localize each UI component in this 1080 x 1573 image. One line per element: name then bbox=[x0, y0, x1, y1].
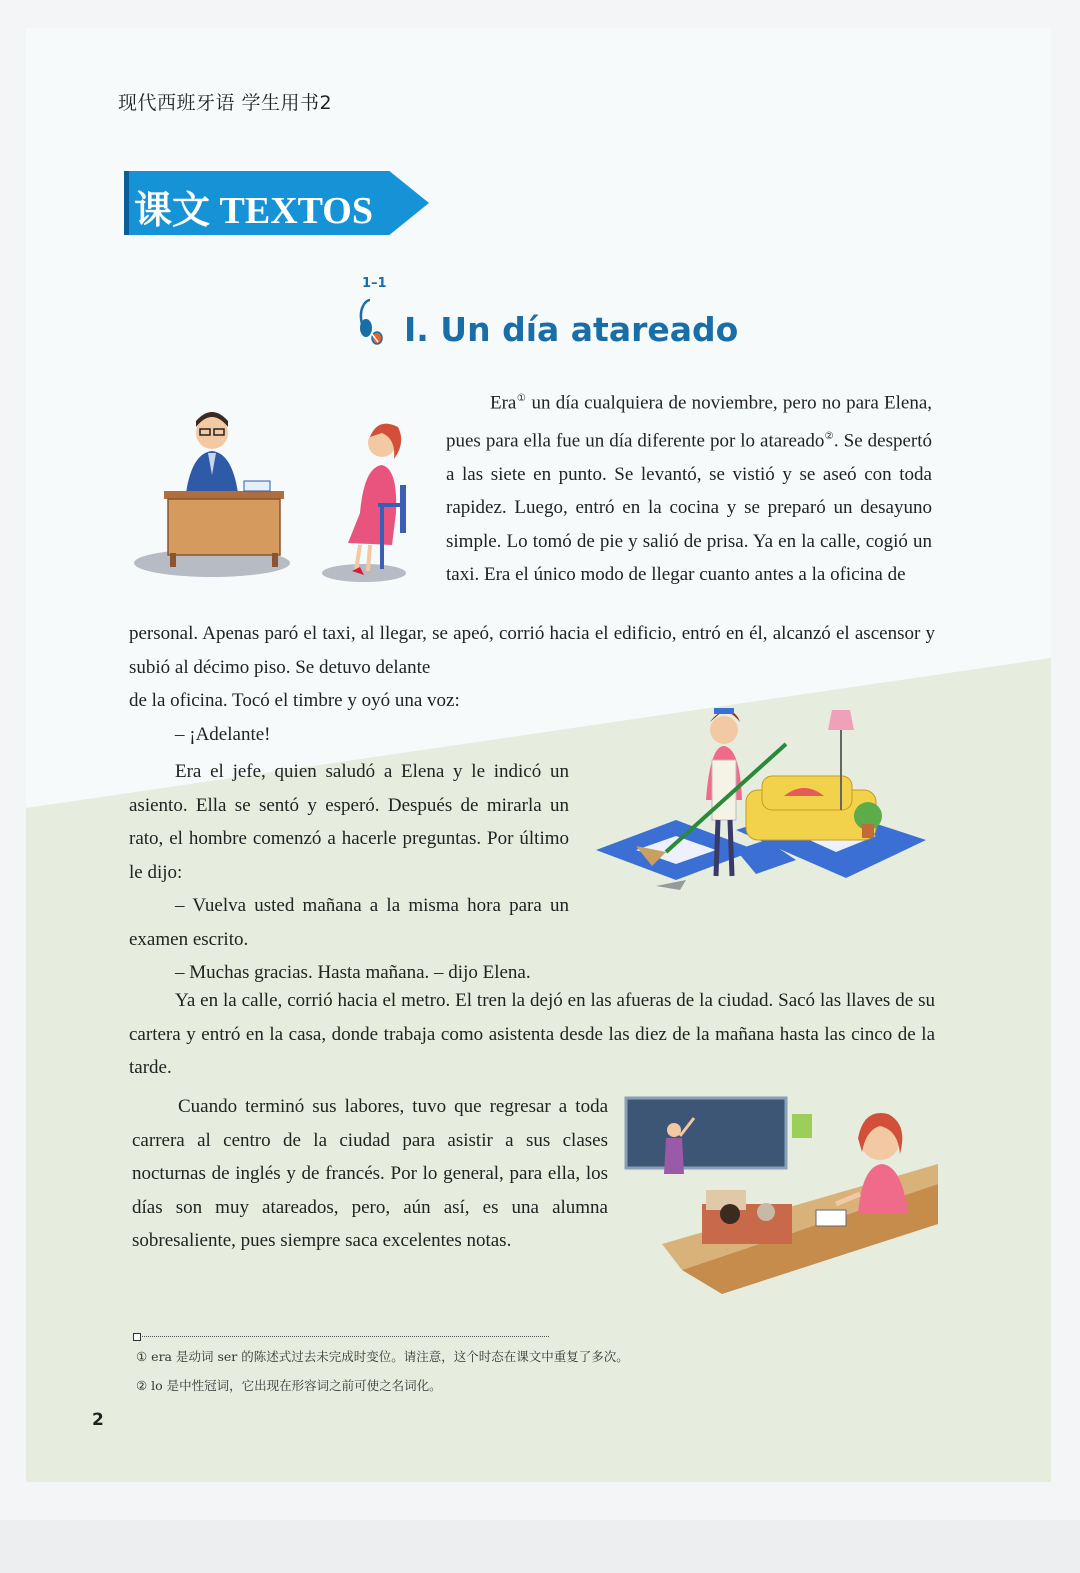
text-intro-part2: . Se despertó a las siete en punto. Se levantó, se vistió y se aseó con toda rapidez. Luego, entró en la cocina y se preparó un desayuno simple. Lo tomó de pie y salió de prisa. Ya en la calle, cogió un taxi. Era el único modo de llegar cuanto antes a la oficina de bbox=[446, 430, 933, 586]
footnote-1: ① era 是动词 ser 的陈述式过去未完成时变位。请注意，这个时态在课文中重复了多次。 bbox=[136, 1349, 629, 1364]
paragraph-intro-continued bbox=[129, 617, 935, 684]
book-header-title: 现代西班牙语 学生用书2 bbox=[118, 92, 333, 114]
text-metro: Ya en la calle, corrió hacia el metro. El tren la dejó en las afueras de la ciudad. Sacó las llaves de su cartera y entró en la casa, donde trabaja como asistenta desde las diez de la mañana hasta las cinco de la tarde. bbox=[129, 990, 935, 1078]
paragraph-metro bbox=[129, 984, 935, 1085]
banner-edge bbox=[124, 171, 129, 235]
paragraph-jefe bbox=[129, 755, 569, 990]
text-gracias: – Muchas gracias. Hasta mañana. – dijo Elena. bbox=[175, 962, 531, 983]
section-banner bbox=[124, 171, 429, 235]
text-intro-end: de la oficina. Tocó el timbre y oyó una voz: bbox=[129, 690, 460, 711]
footnote-marker bbox=[133, 1333, 141, 1341]
text-jefe: Era el jefe, quien saludó a Elena y le indicó un asiento. Ella se sentó y esperó. Después de mirarla un rato, el hombre comenzó a hacerle preguntas. Por último le dijo: bbox=[129, 761, 569, 883]
office-interview-illustration bbox=[134, 403, 414, 583]
textbook-page bbox=[26, 28, 1051, 1482]
text-era: Era bbox=[490, 392, 517, 414]
footnote-ref-1: ① bbox=[516, 393, 527, 404]
bottom-strip bbox=[0, 1520, 1080, 1573]
paragraph-intro bbox=[446, 382, 932, 592]
footnote-ref-2: ② bbox=[824, 430, 834, 442]
footnote-2: ② lo 是中性冠词，它出现在形容词之前可使之名词化。 bbox=[136, 1378, 442, 1393]
text-clases: Cuando terminó sus labores, tuvo que regresar a toda carrera al centro de la ciudad para asistir a sus clases nocturnas de inglés y de francés. Por lo general, para ella, los días son muy atareados, pero, aún así, es una alumna sobresaliente, pues siempre saca excelentes notas. bbox=[132, 1096, 608, 1251]
classroom-illustration bbox=[622, 1094, 938, 1294]
text-vuelva: – Vuelva usted mañana a la misma hora para un examen escrito. bbox=[129, 895, 569, 950]
lesson-title: I. Un día atareado bbox=[404, 310, 739, 349]
footnote-divider bbox=[133, 1336, 549, 1337]
text-intro-part1: un día cualquiera de noviembre, pero no para Elena, pues para ella fue un día diferente por lo atareado bbox=[446, 392, 933, 452]
paragraph-clases bbox=[132, 1090, 608, 1258]
audio-track-number: 1–1 bbox=[362, 276, 387, 291]
text-adelante: – ¡Adelante! bbox=[175, 723, 271, 745]
page-number: 2 bbox=[92, 1410, 104, 1430]
text-intro-continued: personal. Apenas paró el taxi, al llegar, se apeó, corrió hacia el edificio, entró en él, alcanzó el ascensor y subió al décimo piso. Se detuvo delante bbox=[129, 623, 935, 678]
banner-label: 课文 TEXTOS bbox=[134, 190, 373, 232]
headphone-icon bbox=[356, 294, 396, 346]
cleaning-illustration bbox=[596, 700, 936, 900]
paragraph-intro-end bbox=[129, 684, 599, 751]
